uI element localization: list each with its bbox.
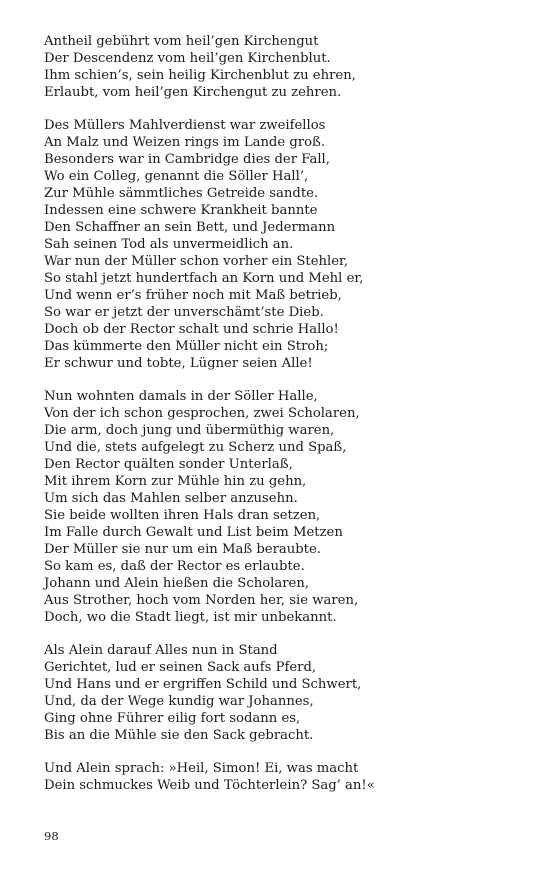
verse-line: Von der ich schon gesprochen, zwei Scholaren, [44,406,360,421]
verse-line: Den Schaffner an sein Bett, und Jedermann [44,220,336,235]
verse-line: Wo ein Colleg, genannt die Söller Hall’, [44,169,309,184]
verse-line: Doch, wo die Stadt liegt, ist mir unbekannt. [44,610,337,625]
stanza-3 [44,388,524,626]
verse-line: Zur Mühle sämmtliches Getreide sandte. [44,186,319,201]
verse-line: Ging ohne Führer eilig fort sodann es, [44,711,301,726]
verse-line: Nun wohnten damals in der Söller Halle, [44,389,318,404]
verse-line: Und Hans und er ergriffen Schild und Schwert, [44,677,362,692]
verse-line: Im Falle durch Gewalt und List beim Metzen [44,525,343,540]
verse-line: Sie beide wollten ihren Hals dran setzen, [44,508,321,523]
verse-line: Das kümmerte den Müller nicht ein Stroh; [44,339,329,354]
verse-line: Mit ihrem Korn zur Mühle hin zu gehn, [44,474,307,489]
verse-line: War nun der Müller schon vorher ein Stehler, [44,254,349,269]
verse-line: Bis an die Mühle sie den Sack gebracht. [44,728,314,743]
verse-line: Und Alein sprach: »Heil, Simon! Ei, was macht [44,761,359,776]
verse-line: Aus Strother, hoch vom Norden her, sie waren, [44,593,359,608]
verse-line: Als Alein darauf Alles nun in Stand [44,643,278,658]
verse-line: Antheil gebührt vom heil’gen Kirchengut [44,34,319,49]
stanza-1 [44,33,524,101]
page-number: 98 [44,829,59,843]
verse-line: Erlaubt, vom heil’gen Kirchengut zu zehren. [44,85,342,100]
verse-line: Die arm, doch jung und übermüthig waren, [44,423,335,438]
verse-line: Und die, stets aufgelegt zu Scherz und Spaß, [44,440,347,455]
poem-text [44,33,524,810]
verse-line: Er schwur und tobte, Lügner seien Alle! [44,356,313,371]
verse-line: Doch ob der Rector schalt und schrie Hallo! [44,322,339,337]
verse-line: An Malz und Weizen rings im Lande groß. [44,135,326,150]
verse-line: Gerichtet, lud er seinen Sack aufs Pferd, [44,660,317,675]
verse-line: Und, da der Wege kundig war Johannes, [44,694,314,709]
verse-line: Dein schmuckes Weib und Töchterlein? Sag’ an!« [44,778,375,793]
verse-line: So war er jetzt der unverschämt’ste Dieb. [44,305,324,320]
verse-line: Den Rector quälten sonder Unterlaß, [44,457,293,472]
verse-line: Der Descendenz vom heil’gen Kirchenblut. [44,51,331,66]
verse-line: Sah seinen Tod als unvermeidlich an. [44,237,294,252]
verse-line: Ihm schien’s, sein heilig Kirchenblut zu ehren, [44,68,356,83]
verse-line: Des Müllers Mahlverdienst war zweifellos [44,118,326,133]
verse-line: Um sich das Mahlen selber anzusehn. [44,491,298,506]
verse-line: Besonders war in Cambridge dies der Fall, [44,152,330,167]
verse-line: Der Müller sie nur um ein Maß beraubte. [44,542,321,557]
verse-line: So kam es, daß der Rector es erlaubte. [44,559,305,574]
stanza-4 [44,642,524,744]
stanza-5 [44,760,524,794]
verse-line: Indessen eine schwere Krankheit bannte [44,203,318,218]
stanza-2 [44,117,524,372]
verse-line: So stahl jetzt hundertfach an Korn und Mehl er, [44,271,364,286]
verse-line: Und wenn er’s früher noch mit Maß betrieb, [44,288,342,303]
verse-line: Johann und Alein hießen die Scholaren, [44,576,310,591]
